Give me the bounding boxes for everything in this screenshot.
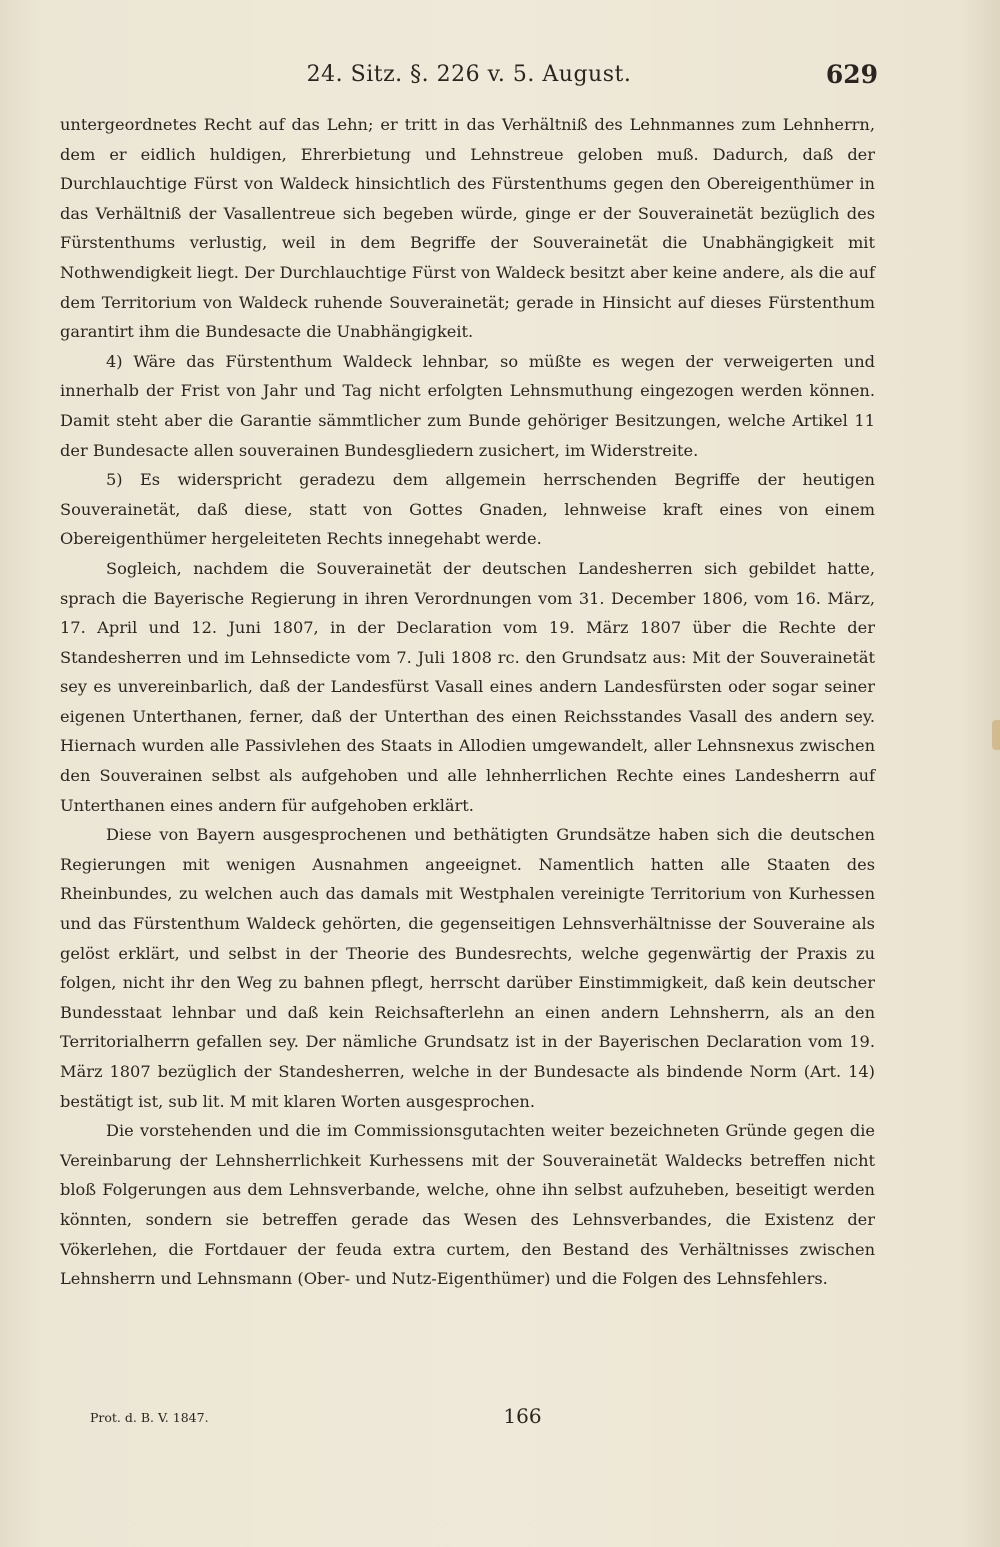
- paragraph-point-4: 4) Wäre das Fürstenthum Waldeck lehnbar, so müßte es wegen der verweigerten und innerhalb der Frist von Jahr und Tag nicht erfolgten Lehnsmuthung eingezogen werden können. Damit steht aber die Garantie sämmtlicher zum Bunde gehöriger Besitzungen, welche Artikel 11 der Bundesacte allen souverainen Bundesgliedern zusichert, im Widerstreite.: [60, 351, 875, 460]
- paragraph-continuation: untergeordnetes Recht auf das Lehn; er tritt in das Verhältniß des Lehnmannes zum Lehnherrn, dem er eidlich huldigen, Ehrerbietung und Lehnstreue geloben muß. Dadurch, daß der Durchlauchtige Fürst von Waldeck hinsichtlich des Fürstenthums gegen den Obereigenthümer in das Verhältniß der Vasallentreue sich begeben würde, ginge er der Souverainetät bezüglich des Fürstenthums verlustig, weil in dem Begriffe der Souverainetät die Unabhängigkeit mit Nothwendigkeit liegt. Der Durchlauchtige Fürst von Waldeck besitzt aber keine andere, als die auf dem Territorium von Waldeck ruhende Souverainetät; gerade in Hinsicht auf dieses Fürstenthum garantirt ihm die Bundesacte die Unabhängigkeit.: [60, 115, 875, 342]
- page-number: 629: [825, 60, 878, 89]
- running-header: [60, 60, 878, 96]
- paragraph-bavarian-regulation: Sogleich, nachdem die Souverainetät der deutschen Landesherren sich gebildet hatte, sprach die Bayerische Regierung in ihren Verordnungen vom 31. December 1806, vom 16. März, 17. April und 12. Juni 1807, in der Declaration vom 19. März 1807 über die Rechte der Standesherren und im Lehnsedicte vom 7. Juli 1808 rc. den Grundsatz aus: Mit der Souverainetät sey es unvereinbarlich, daß der Landesfürst Vasall eines andern Landesfürsten oder sogar seiner eigenen Unterthanen, ferner, daß der Unterthan des einen Reichsstandes Vasall des andern sey. Hiernach wurden alle Passivlehen des Staats in Allodien umgewandelt, aller Lehnsnexus zwischen den Souverainen selbst als aufgehoben und alle lehnherrlichen Rechte eines Landesherrn auf Unterthanen eines andern für aufgehoben erklärt.: [60, 558, 875, 815]
- paragraph-conclusion: Die vorstehenden und die im Commissionsgutachten weiter bezeichneten Gründe gegen die Vereinbarung der Lehnsherrlichkeit Kurhessens mit der Souverainetät Waldecks betreffen nicht bloß Folgerungen aus dem Lehnsverbande, welche, ohne ihn selbst aufzuheben, beseitigt werden könnten, sondern sie betreffen gerade das Wesen des Lehnsverbandes, die Existenz der Vökerlehen, die Fortdauer der feuda extra curtem, den Bestand des Verhältnisses zwischen Lehnsherrn und Lehnsmann (Ober- und Nutz-Eigenthümer) und die Folgen des Lehnsfehlers.: [60, 1121, 875, 1289]
- footer-protocol-reference: Prot. d. B. V. 1847.: [90, 1410, 209, 1425]
- header-title: 24. Sitz. §. 226 v. 5. August.: [306, 62, 632, 87]
- paper-stain: [992, 720, 1000, 750]
- main-text: [60, 110, 875, 1294]
- paragraph-principles: Diese von Bayern ausgesprochenen und bethätigten Grundsätze haben sich die deutschen Regierungen mit wenigen Ausnahmen angeeignet. Namentlich hatten alle Staaten des Rheinbundes, zu welchen auch das damals mit Westphalen vereinigte Territorium von Kurhessen und das Fürstenthum Waldeck gehörten, die gegenseitigen Lehnsverhältnisse der Souveraine als gelöst erklärt, und selbst in der Theorie des Bundesrechts, welche gegenwärtig der Praxis zu folgen, nicht ihr den Weg zu bahnen pflegt, herrscht darüber Einstimmigkeit, daß kein deutscher Bundesstaat lehnbar und daß kein Reichsafterlehn an einen andern Lehnsherrn, als an den Territorialherrn gefallen sey. Der nämliche Grundsatz ist in der Bayerischen Declaration vom 19. März 1807 bezüglich der Standesherren, welche in der Bundesacte als bindende Norm (Art. 14) bestätigt ist, sub lit. M mit klaren Worten ausgesprochen.: [60, 825, 875, 1111]
- paragraph-point-5: 5) Es widerspricht geradezu dem allgemein herrschenden Begriffe der heutigen Souverainetät, daß diese, statt von Gottes Gnaden, lehnweise kraft eines von einem Obereigenthümer hergeleiteten Rechts innegehabt werde.: [60, 470, 875, 549]
- footer-signature-mark: 166: [503, 1404, 542, 1428]
- page-footer: [60, 1404, 875, 1434]
